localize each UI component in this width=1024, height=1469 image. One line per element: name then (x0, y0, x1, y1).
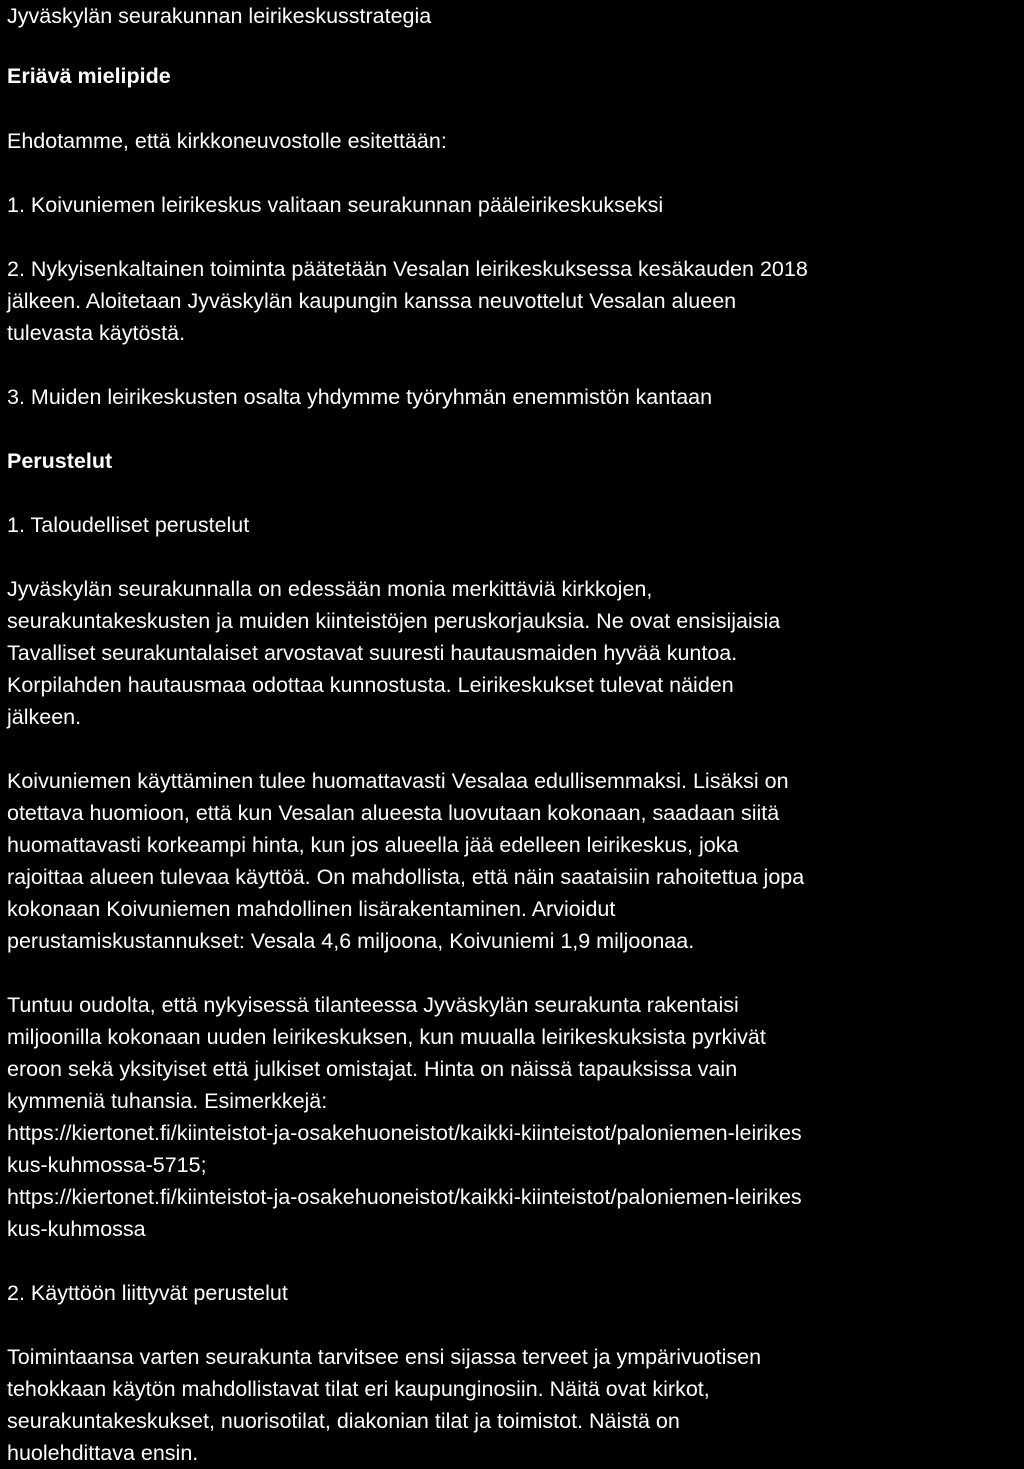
section1-para1-line: Korpilahden hautausmaa odottaa kunnostusta. Leirikeskukset tulevat näiden (7, 673, 734, 697)
section1-para1-line: Jyväskylän seurakunnalla on edessään monia merkittäviä kirkkojen, (7, 577, 653, 601)
proposal-item-2-line-1: 2. Nykyisenkaltainen toiminta päätetään Vesalan leirikeskuksessa kesäkauden 2018 (7, 257, 808, 281)
reasons-heading: Perustelut (7, 449, 113, 473)
example-link-1-line-2: kus-kuhmossa-5715; (7, 1153, 207, 1177)
section1-para2-line: huomattavasti korkeampi hinta, kun jos alueella jää edelleen leirikeskus, joka (7, 833, 739, 857)
section1-heading: 1. Taloudelliset perustelut (7, 513, 250, 537)
example-link-2-line-2: kus-kuhmossa (7, 1217, 146, 1241)
section1-para2-line: Koivuniemen käyttäminen tulee huomattavasti Vesalaa edullisemmaksi. Lisäksi on (7, 769, 789, 793)
example-link-1-line-1: https://kiertonet.fi/kiinteistot-ja-osakehuoneistot/kaikki-kiinteistot/paloniemen-leirikes (7, 1121, 802, 1145)
section1-para1-line: Tavalliset seurakuntalaiset arvostavat suuresti hautausmaiden hyvää kuntoa. (7, 641, 738, 665)
section2-para1-line: huolehdittava ensin. (7, 1441, 199, 1465)
section1-para1-line: seurakuntakeskusten ja muiden kiinteistöjen peruskorjauksia. Ne ovat ensisijaisia (7, 609, 781, 633)
section1-para2-line: rajoittaa alueen tulevaa käyttöä. On mahdollista, että näin saataisiin rahoitettua jopa (7, 865, 805, 889)
proposal-item-2-line-2: jälkeen. Aloitetaan Jyväskylän kaupungin kanssa neuvottelut Vesalan alueen (7, 289, 737, 313)
section2-heading: 2. Käyttöön liittyvät perustelut (7, 1281, 288, 1305)
proposal-item-1: 1. Koivuniemen leirikeskus valitaan seurakunnan pääleirikeskukseksi (7, 193, 664, 217)
section1-para3-line: kymmeniä tuhansia. Esimerkkejä: (7, 1089, 328, 1113)
section2-para1-line: tehokkaan käytön mahdollistavat tilat eri kaupunginosiin. Näitä ovat kirkot, (7, 1377, 710, 1401)
section1-para3-line: miljoonilla kokonaan uuden leirikeskuksen, kun muualla leirikeskuksista pyrkivät (7, 1025, 766, 1049)
section1-para2-line: perustamiskustannukset: Vesala 4,6 miljoona, Koivuniemi 1,9 miljoonaa. (7, 929, 695, 953)
document-title: Jyväskylän seurakunnan leirikeskusstrategia (7, 4, 432, 28)
section1-para3-line: Tuntuu oudolta, että nykyisessä tilanteessa Jyväskylän seurakunta rakentaisi (7, 993, 739, 1017)
proposal-intro: Ehdotamme, että kirkkoneuvostolle esitettään: (7, 129, 447, 153)
section2-para1-line: seurakuntakeskukset, nuorisotilat, diakonian tilat ja toimistot. Näistä on (7, 1409, 680, 1433)
section2-para1-line: Toimintaansa varten seurakunta tarvitsee ensi sijassa terveet ja ympärivuotisen (7, 1345, 762, 1369)
section1-para2-line: otettava huomioon, että kun Vesalan alueesta luovutaan kokonaan, saadaan siitä (7, 801, 780, 825)
proposal-item-2-line-3: tulevasta käytöstä. (7, 321, 186, 345)
example-link-2-line-1: https://kiertonet.fi/kiinteistot-ja-osakehuoneistot/kaikki-kiinteistot/paloniemen-leirikes (7, 1185, 802, 1209)
section1-para3-line: eroon sekä yksityiset että julkiset omistajat. Hinta on näissä tapauksissa vain (7, 1057, 738, 1081)
proposal-item-3: 3. Muiden leirikeskusten osalta yhdymme työryhmän enemmistön kantaan (7, 385, 713, 409)
section1-para2-line: kokonaan Koivuniemen mahdollinen lisärakentaminen. Arvioidut (7, 897, 616, 921)
section1-para1-line: jälkeen. (7, 705, 82, 729)
dissent-heading: Eriävä mielipide (7, 64, 171, 88)
